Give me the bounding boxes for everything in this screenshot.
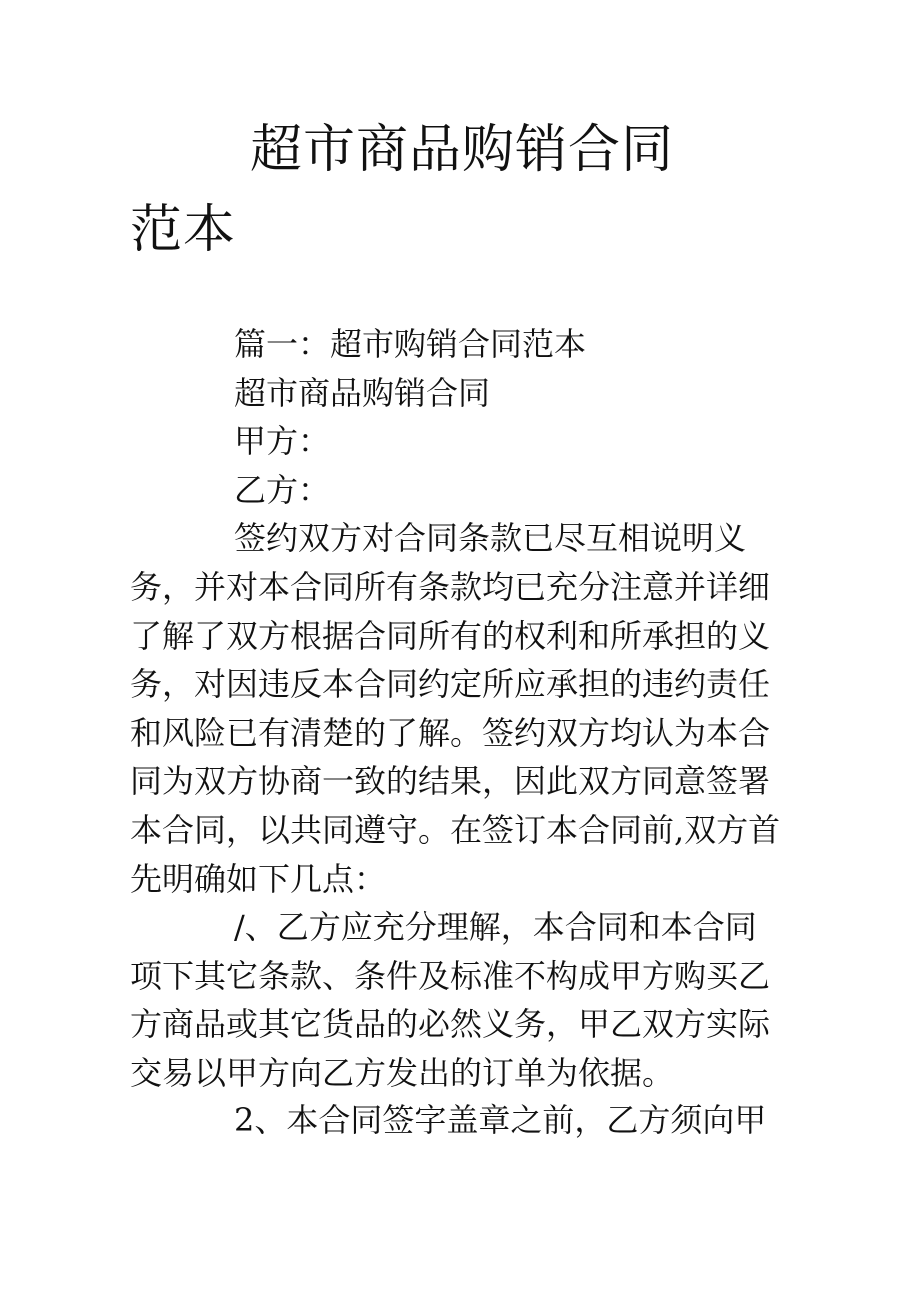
paragraph-line: 签约双方对合同条款已尽互相说明义 [234,519,747,558]
section-heading: 篇一：超市购销合同范本 [234,325,587,363]
clause-line: 2、本合同签字盖章之前，乙方须向甲 [234,1101,767,1139]
clause-line: 项下其它条款、条件及标准不构成甲方购买乙 [130,956,771,995]
clause-line: 方商品或其它货品的必然义务，甲乙双方实际 [130,1005,771,1044]
party-a-label: 甲方： [234,422,331,461]
paragraph-line: 和风险已有清楚的了解。签约双方均认为本合 [130,713,771,752]
document-body [130,320,790,1098]
document-title-continuation: 范本 [130,200,237,260]
clause-line: /、乙方应充分理解，本合同和本合同 [234,908,757,947]
paragraph-line: 了解了双方根据合同所有的权利和所承担的义 [130,616,771,655]
document-title: 超市商品购销合同 [250,120,675,180]
party-b-label: 乙方： [234,470,331,509]
paragraph-line: 本合同，以共同遵守。在签订本合同前,双方首 [130,810,781,849]
paragraph-line: 务，对因违反本合同约定所应承担的违约责任 [130,665,771,704]
paragraph-line: 同为双方协商一致的结果，因此双方同意签署 [130,762,771,801]
clause-line: 交易以甲方向乙方发出的订单为依据。 [130,1053,675,1092]
contract-name: 超市商品购销合同 [234,373,491,412]
paragraph-line: 先明确如下几点： [130,859,387,898]
paragraph-line: 务，并对本合同所有条款均已充分注意并详细 [130,567,771,606]
document-body-continued [130,1096,790,1145]
